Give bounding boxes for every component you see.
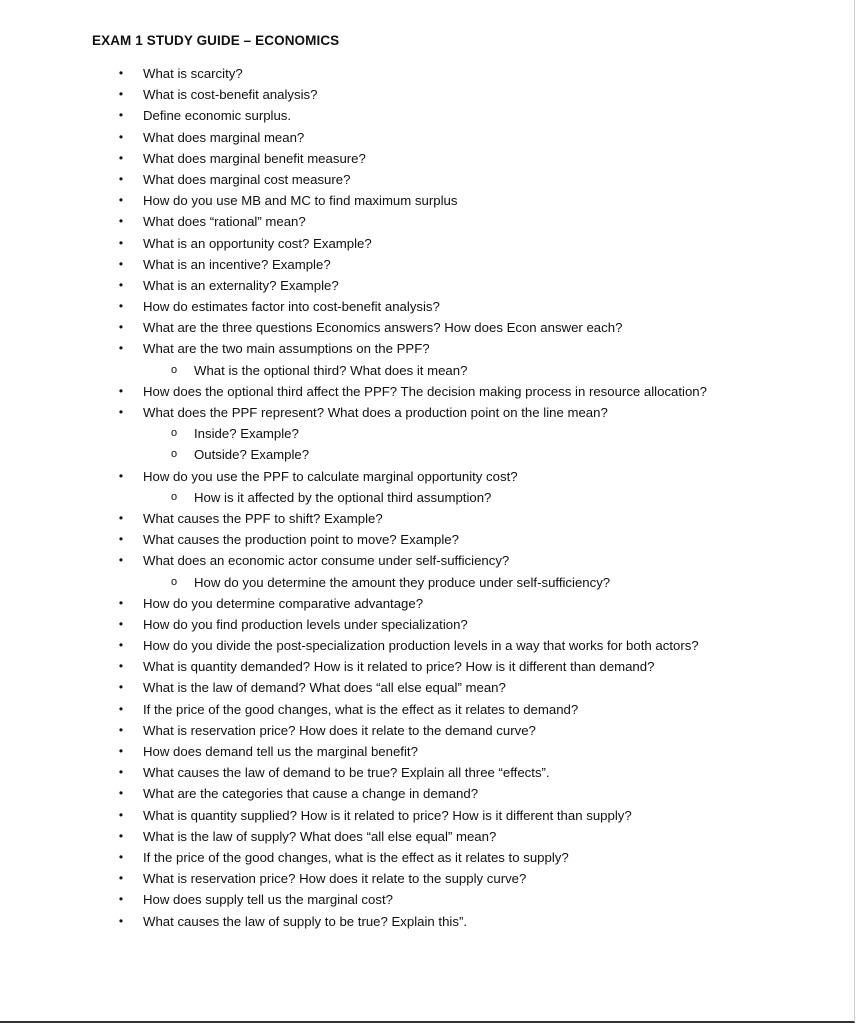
sub-bullet-icon: o bbox=[170, 490, 178, 503]
list-item bbox=[0, 614, 707, 635]
sub-list-item bbox=[0, 423, 707, 444]
bullet-icon: • bbox=[118, 744, 124, 758]
list-item-text: If the price of the good changes, what is the effect as it relates to supply? bbox=[143, 849, 569, 865]
bullet-icon: • bbox=[118, 659, 124, 674]
bullet-icon: • bbox=[118, 786, 124, 801]
list-item-text: How does supply tell us the marginal cost? bbox=[143, 892, 393, 908]
bullet-icon: • bbox=[118, 383, 124, 398]
list-item bbox=[0, 275, 707, 296]
bullet-icon: • bbox=[118, 510, 124, 525]
bullet-icon: • bbox=[118, 849, 124, 864]
bullet-icon: • bbox=[118, 468, 124, 483]
bullet-icon: • bbox=[118, 299, 124, 314]
list-item-text: What does marginal benefit measure? bbox=[143, 150, 366, 166]
bullet-icon: • bbox=[118, 87, 124, 102]
list-item-text: If the price of the good changes, what is the effect as it relates to demand? bbox=[143, 701, 579, 717]
bullet-icon: • bbox=[118, 871, 124, 886]
list-item-text: What does the PPF represent? What does a production point on the line mean? bbox=[143, 405, 608, 420]
list-item-text: What is an opportunity cost? Example? bbox=[143, 235, 372, 251]
list-item-text: What is scarcity? bbox=[143, 66, 243, 81]
list-item-text: What is reservation price? How does it relate to the demand curve? bbox=[143, 722, 536, 738]
list-item bbox=[0, 127, 707, 148]
bullet-icon: • bbox=[118, 235, 124, 250]
bullet-icon: • bbox=[118, 638, 124, 653]
list-item bbox=[0, 508, 707, 529]
list-item bbox=[0, 254, 707, 275]
list-item bbox=[0, 190, 707, 211]
list-item-text: What are the categories that cause a change in demand? bbox=[143, 786, 479, 802]
list-item bbox=[0, 466, 707, 487]
list-item-text: What causes the PPF to shift? Example? bbox=[143, 510, 383, 526]
list-item-text: How do you determine the amount they produce under self-sufficiency? bbox=[194, 574, 611, 590]
bullet-icon: • bbox=[118, 807, 124, 822]
study-question-list bbox=[0, 63, 707, 932]
bullet-icon: • bbox=[118, 595, 124, 610]
list-item bbox=[0, 868, 707, 889]
bullet-icon: • bbox=[118, 108, 124, 123]
list-item-text: What are the three questions Economics answers? How does Econ answer each? bbox=[143, 320, 623, 336]
list-item-text: How do you divide the post-specialization production levels in a way that works for both actors? bbox=[143, 638, 699, 654]
bullet-icon: • bbox=[118, 214, 124, 229]
sub-list-item bbox=[0, 572, 707, 593]
list-item-text: What does “rational” mean? bbox=[143, 214, 306, 230]
bullet-icon: • bbox=[118, 701, 124, 716]
list-item bbox=[0, 720, 707, 741]
list-item-text: What causes the production point to move? Example? bbox=[143, 532, 459, 548]
list-item bbox=[0, 381, 707, 402]
list-item-text: What is the law of supply? What does “all else equal” mean? bbox=[143, 828, 497, 844]
list-item bbox=[0, 84, 707, 105]
list-item-text: Outside? Example? bbox=[194, 447, 310, 463]
list-item-text: What does marginal cost measure? bbox=[143, 171, 351, 187]
sub-bullet-icon: o bbox=[170, 575, 178, 588]
list-item-text: What is reservation price? How does it relate to the supply curve? bbox=[143, 871, 527, 887]
list-item bbox=[0, 148, 707, 169]
list-item-text: How do you use MB and MC to find maximum surplus bbox=[143, 193, 458, 209]
list-item-text: What is an externality? Example? bbox=[143, 277, 339, 293]
list-item bbox=[0, 211, 707, 232]
sub-list-item bbox=[0, 487, 707, 508]
page-title: EXAM 1 STUDY GUIDE – ECONOMICS bbox=[92, 33, 340, 48]
list-item-text: What causes the law of demand to be true? Explain all three “effects”. bbox=[143, 765, 550, 781]
bullet-icon: • bbox=[118, 828, 124, 843]
list-item bbox=[0, 741, 707, 762]
list-item bbox=[0, 338, 707, 359]
list-item-text: What causes the law of supply to be true? Explain this”. bbox=[143, 913, 467, 929]
list-item bbox=[0, 63, 707, 84]
list-item-text: Inside? Example? bbox=[194, 426, 299, 442]
bullet-icon: • bbox=[118, 722, 124, 737]
bullet-icon: • bbox=[118, 892, 124, 907]
bullet-icon: • bbox=[118, 193, 124, 208]
bullet-icon: • bbox=[118, 405, 124, 419]
bullet-icon: • bbox=[118, 616, 124, 631]
bullet-icon: • bbox=[118, 320, 124, 335]
bullet-icon: • bbox=[118, 913, 124, 928]
bullet-icon: • bbox=[118, 341, 124, 356]
list-item-text: What is quantity demanded? How is it related to price? How is it different than demand? bbox=[143, 659, 655, 675]
list-item-text: What is the optional third? What does it mean? bbox=[194, 362, 468, 378]
list-item-text: What does marginal mean? bbox=[143, 129, 305, 145]
list-item-text: How do you use the PPF to calculate marginal opportunity cost? bbox=[143, 468, 518, 484]
sub-list-item bbox=[0, 360, 707, 381]
list-item bbox=[0, 529, 707, 550]
bullet-icon: • bbox=[118, 532, 124, 547]
bullet-icon: • bbox=[118, 66, 124, 80]
list-item-text: How do estimates factor into cost-benefit analysis? bbox=[143, 299, 440, 315]
sub-bullet-icon: o bbox=[170, 363, 178, 376]
list-item bbox=[0, 889, 707, 910]
list-item-text: What does an economic actor consume under self-sufficiency? bbox=[143, 553, 510, 569]
list-item bbox=[0, 635, 707, 656]
list-item-text: How do you determine comparative advantage? bbox=[143, 595, 424, 611]
list-item-text: What are the two main assumptions on the PPF? bbox=[143, 341, 430, 357]
list-item bbox=[0, 169, 707, 190]
list-item-text: What is quantity supplied? How is it related to price? How is it different than supply? bbox=[143, 807, 632, 823]
sub-bullet-icon: o bbox=[170, 448, 178, 461]
list-item-text: How does demand tell us the marginal benefit? bbox=[143, 744, 418, 759]
sub-list-item bbox=[0, 444, 707, 465]
bullet-icon: • bbox=[118, 680, 124, 695]
list-item bbox=[0, 762, 707, 783]
list-item-text: How is it affected by the optional third assumption? bbox=[194, 489, 492, 505]
list-item-text: How does the optional third affect the PPF? The decision making process in resource allocation? bbox=[143, 383, 707, 399]
list-item bbox=[0, 783, 707, 804]
list-item bbox=[0, 233, 707, 254]
list-item-text: What is cost-benefit analysis? bbox=[143, 87, 318, 103]
list-item bbox=[0, 805, 707, 826]
bullet-icon: • bbox=[118, 150, 124, 165]
list-item bbox=[0, 911, 707, 932]
list-item bbox=[0, 593, 707, 614]
list-item bbox=[0, 677, 707, 698]
list-item bbox=[0, 847, 707, 868]
bullet-icon: • bbox=[118, 277, 124, 292]
list-item-text: How do you find production levels under specialization? bbox=[143, 616, 468, 632]
list-item-text: Define economic surplus. bbox=[143, 108, 292, 124]
list-item bbox=[0, 699, 707, 720]
list-item bbox=[0, 402, 707, 423]
bullet-icon: • bbox=[118, 171, 124, 186]
list-item bbox=[0, 656, 707, 677]
bullet-icon: • bbox=[118, 765, 124, 780]
list-item bbox=[0, 296, 707, 317]
list-item bbox=[0, 550, 707, 571]
list-item bbox=[0, 826, 707, 847]
list-item bbox=[0, 317, 707, 338]
sub-bullet-icon: o bbox=[170, 427, 178, 440]
list-item-text: What is the law of demand? What does “all else equal” mean? bbox=[143, 680, 506, 696]
bullet-icon: • bbox=[118, 129, 124, 144]
list-item bbox=[0, 105, 707, 126]
bullet-icon: • bbox=[118, 553, 124, 568]
bullet-icon: • bbox=[118, 256, 124, 271]
list-item-text: What is an incentive? Example? bbox=[143, 256, 331, 272]
